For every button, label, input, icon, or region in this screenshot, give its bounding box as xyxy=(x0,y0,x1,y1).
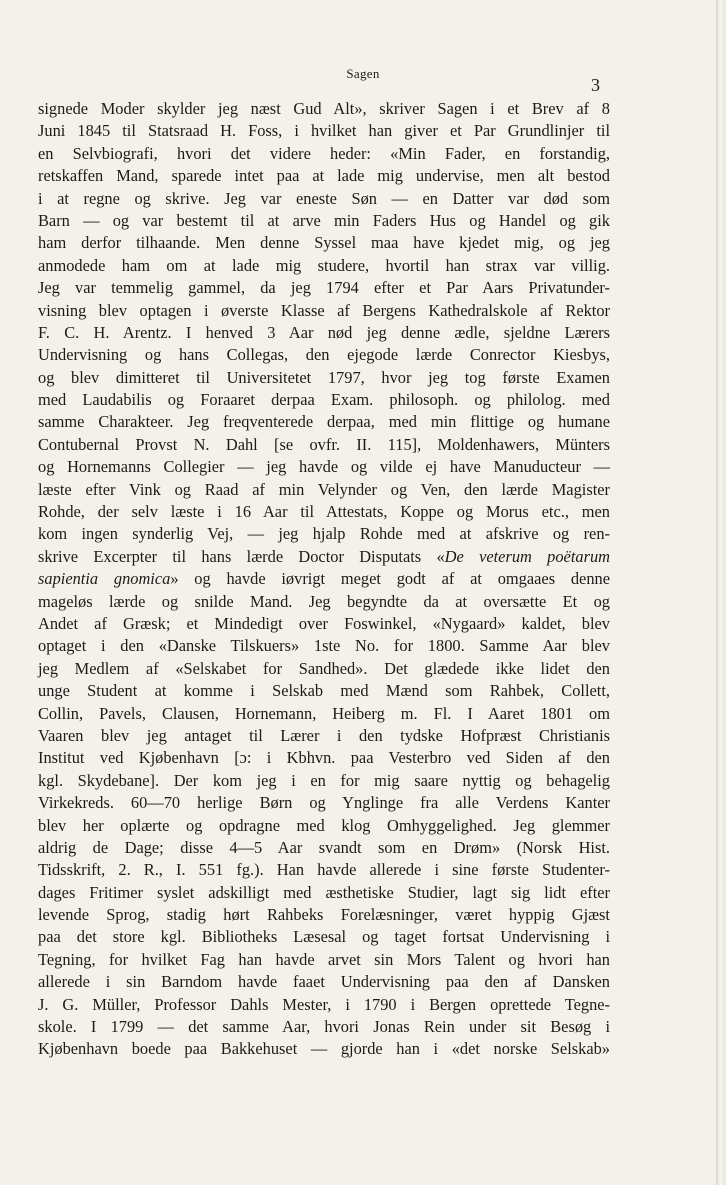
text-segment: retskaffen Mand, sparede intet paa at lade mig undervise, men alt bestod xyxy=(38,166,610,186)
text-segment: aldrig de Dage; disse 4—5 Aar svandt som en Drøm» (Norsk Hist. xyxy=(38,837,610,857)
text-line xyxy=(38,546,610,568)
text-line xyxy=(38,591,610,613)
text-line xyxy=(38,859,610,881)
text-segment: og Hornemanns Collegier — jeg havde og vilde ej have Manuducteur — xyxy=(38,457,610,477)
text-line xyxy=(38,926,610,948)
text-segment: F. C. H. Arentz. I henved 3 Aar nød jeg denne ædle, sjeldne Lærers xyxy=(38,322,610,342)
text-segment: levende Sprog, stadig hørt Rahbeks Forelæsninger, været hyppig Gjæst xyxy=(38,905,610,925)
text-line xyxy=(38,613,610,635)
text-segment: optaget i den «Danske Tilskuers» 1ste No. for 1800. Samme Aar blev xyxy=(38,636,610,656)
text-line xyxy=(38,456,610,478)
text-segment: læste efter Vink og Raad af min Velynder og Ven, den lærde Magister xyxy=(38,479,610,499)
text-segment: Rohde, der selv læste i 16 Aar til Attestats, Koppe og Morus etc., men xyxy=(38,502,610,522)
text-line xyxy=(38,210,610,232)
text-line xyxy=(38,277,610,299)
text-segment: Andet af Græsk; et Mindedigt over Foswinkel, «Nygaard» kaldet, blev xyxy=(38,613,610,633)
text-line xyxy=(38,165,610,187)
text-line xyxy=(38,232,610,254)
text-segment: Jeg var temmelig gammel, da jeg 1794 efter et Par Aars Privatunder- xyxy=(38,278,610,298)
text-segment: jeg Medlem af «Selskabet for Sandhed». Det glædede ikke lidet den xyxy=(38,658,610,678)
text-segment: skrive Excerpter til hans lærde Doctor Disputats « xyxy=(38,546,445,566)
running-head: Sagen xyxy=(346,66,380,81)
text-line xyxy=(38,389,610,411)
text-segment: skole. I 1799 — det samme Aar, hvori Jonas Rein under sit Besøg i xyxy=(38,1017,610,1037)
text-segment: dages Fritimer syslet adskilligt med æsthetiske Studier, lagt sig lidt efter xyxy=(38,882,610,902)
text-segment: visning blev optagen i øverste Klasse af Bergens Kathedralskole af Rektor xyxy=(38,300,610,320)
italic-text-segment: sapientia gnomica xyxy=(38,569,171,589)
text-segment: blev her oplærte og opdragne med klog Omhyggelighed. Jeg glemmer xyxy=(38,815,610,835)
text-line xyxy=(38,994,610,1016)
text-line xyxy=(38,98,610,120)
text-segment: anmodede ham om at lade mig studere, hvortil han strax var villig. xyxy=(38,255,610,275)
italic-text-segment: De veterum poëtarum xyxy=(444,546,610,566)
text-segment: Barn — og var bestemt til at arve min Faders Hus og Handel og gik xyxy=(38,210,610,230)
text-segment: Institut ved Kjøbenhavn [ɔ: i Kbhvn. paa Vesterbro ved Siden af den xyxy=(38,748,610,768)
text-line xyxy=(38,523,610,545)
text-line xyxy=(38,188,610,210)
text-line xyxy=(38,904,610,926)
text-segment: Vaaren blev jeg antaget til Lærer i den tydske Hofpræst Christianis xyxy=(38,725,610,745)
text-segment: med Laudabilis og Foraaret derpaa Exam. philosoph. og philolog. med xyxy=(38,390,610,410)
text-segment: allerede i sin Barndom havde faaet Undervisning paa den af Dansken xyxy=(38,972,610,992)
text-line xyxy=(38,322,610,344)
text-segment: samme Charakteer. Jeg freqventerede derpaa, med min flittige og humane xyxy=(38,412,610,432)
text-segment: Contubernal Provst N. Dahl [se ovfr. II. 115], Moldenhawers, Münters xyxy=(38,434,610,454)
text-segment: i at regne og skrive. Jeg var eneste Søn — en Datter var død som xyxy=(38,188,610,208)
text-segment: J. G. Müller, Professor Dahls Mester, i 1790 i Bergen oprettede Tegne- xyxy=(38,994,610,1014)
text-line xyxy=(38,479,610,501)
text-line xyxy=(38,1038,610,1060)
text-line xyxy=(38,635,610,657)
text-line xyxy=(38,367,610,389)
text-line xyxy=(38,658,610,680)
text-segment: en Selvbiografi, hvori det videre heder: «Min Fader, en forstandig, xyxy=(38,143,610,163)
text-segment: Tegning, for hvilket Fag han havde arvet sin Mors Talent og hvori han xyxy=(38,949,610,969)
text-segment: ham derfor tilhaande. Men denne Syssel maa have kjedet mig, og jeg xyxy=(38,233,610,253)
body-text xyxy=(38,98,610,1061)
text-segment: mageløs lærde og snilde Mand. Jeg begyndte da at oversætte Et og xyxy=(38,591,610,611)
text-line xyxy=(38,971,610,993)
text-segment: Undervisning og hans Collegas, den ejegode lærde Conrector Kiesbys, xyxy=(38,345,610,365)
text-line xyxy=(38,837,610,859)
text-line xyxy=(38,949,610,971)
text-line xyxy=(38,568,610,590)
text-segment: og blev dimitteret til Universitetet 1797, hvor jeg tog første Examen xyxy=(38,367,610,387)
text-line xyxy=(38,680,610,702)
text-line xyxy=(38,501,610,523)
text-line xyxy=(38,255,610,277)
text-line xyxy=(38,725,610,747)
text-line xyxy=(38,747,610,769)
text-segment: Collin, Pavels, Clausen, Hornemann, Heiberg m. Fl. I Aaret 1801 om xyxy=(38,703,610,723)
text-line xyxy=(38,143,610,165)
text-segment: kgl. Skydebane]. Der kom jeg i en for mig saare nyttig og behagelig xyxy=(38,770,610,790)
text-segment: Kjøbenhavn boede paa Bakkehuset — gjorde han i «det norske Selskab» xyxy=(38,1039,610,1059)
text-segment: kom ingen synderlig Vej, — jeg hjalp Rohde med at afskrive og ren- xyxy=(38,524,610,544)
text-line xyxy=(38,815,610,837)
text-segment: paa det store kgl. Bibliotheks Læsesal og taget fortsat Undervisning i xyxy=(38,927,610,947)
text-line xyxy=(38,882,610,904)
text-segment: signede Moder skylder jeg næst Gud Alt», skriver Sagen i et Brev af 8 xyxy=(38,99,610,118)
page-edge xyxy=(716,0,726,1185)
text-line xyxy=(38,120,610,142)
text-line xyxy=(38,1016,610,1038)
text-segment: » og havde iøvrigt meget godt af at omgaaes denne xyxy=(170,569,610,589)
text-segment: Juni 1845 til Statsraad H. Foss, i hvilket han giver et Par Grundlinjer til xyxy=(38,121,610,141)
text-line xyxy=(38,703,610,725)
text-segment: Tidsskrift, 2. R., I. 551 fg.). Han havde allerede i sine første Studenter- xyxy=(38,860,610,880)
text-line xyxy=(38,434,610,456)
text-line xyxy=(38,770,610,792)
page-number: 3 xyxy=(591,75,600,95)
text-segment: unge Student at komme i Selskab med Mænd som Rahbek, Collett, xyxy=(38,681,610,701)
text-line xyxy=(38,411,610,433)
text-line xyxy=(38,300,610,322)
text-line xyxy=(38,344,610,366)
text-line xyxy=(38,792,610,814)
text-segment: Virkekreds. 60—70 herlige Børn og Ynglinge fra alle Verdens Kanter xyxy=(38,793,610,813)
